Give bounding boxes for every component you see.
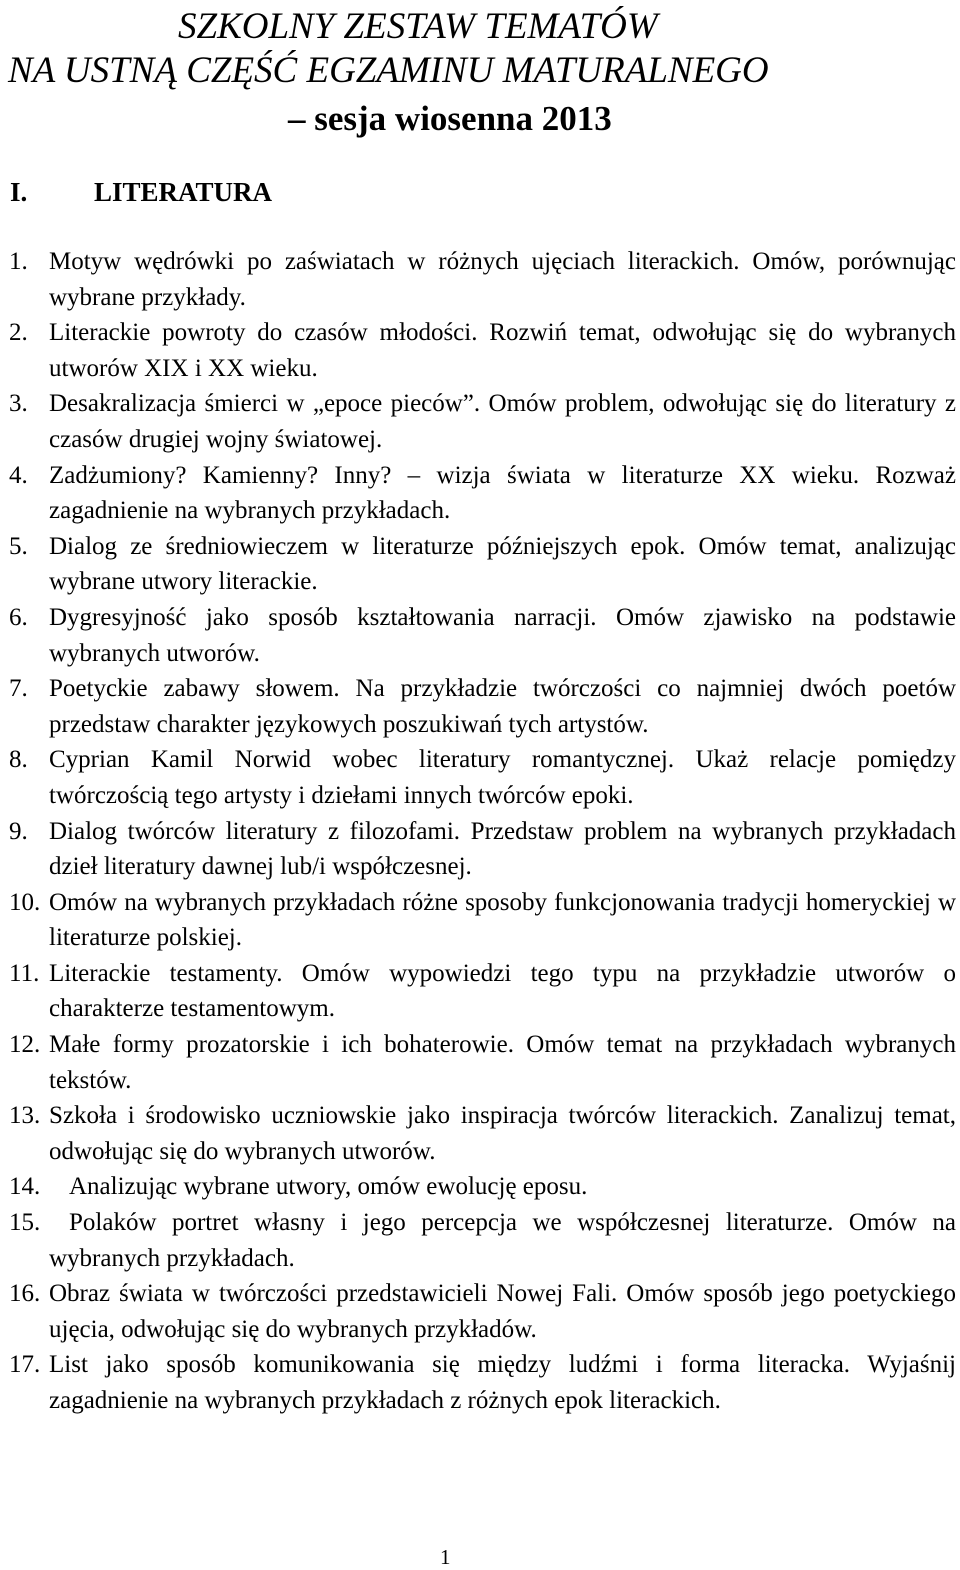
topic-text: Małe formy prozatorskie i ich bohaterowie. Omów temat na przykładach wybranych tekstów.: [49, 1031, 956, 1094]
topic-number: 15.: [9, 1209, 41, 1237]
topic-item: [0, 956, 956, 1027]
title-line-2: NA USTNĄ CZĘŚĆ EGZAMINU MATURALNEGO: [8, 50, 769, 91]
topic-number: 8.: [9, 746, 28, 774]
topic-number: 13.: [9, 1102, 41, 1130]
topic-item: [0, 1347, 956, 1418]
section-title: LITERATURA: [94, 177, 273, 207]
topic-text: List jako sposób komunikowania się między ludźmi i forma literacka. Wyjaśnij zagadnienie na wybranych przykładach z różnych epok literackich.: [49, 1351, 956, 1414]
topic-number: 9.: [9, 817, 28, 845]
topic-item: [0, 814, 956, 885]
topic-number: 3.: [9, 390, 28, 418]
topic-item: [0, 244, 956, 315]
topic-item: [0, 1027, 956, 1098]
topic-item: [0, 600, 956, 671]
topic-item: [0, 1098, 956, 1169]
topic-item: [0, 386, 956, 457]
topic-number: 14.: [9, 1173, 41, 1201]
topic-number: 10.: [9, 888, 41, 916]
title-line-1: SZKOLNY ZESTAW TEMATÓW: [178, 6, 658, 47]
topic-number: 11.: [9, 959, 40, 987]
topic-item: [0, 1169, 956, 1205]
topic-item: [0, 315, 956, 386]
topic-number: 7.: [9, 675, 28, 703]
topic-item: [0, 885, 956, 956]
topic-number: 5.: [9, 532, 28, 560]
topic-number: 1.: [9, 248, 28, 275]
topic-number: 2.: [9, 319, 28, 347]
section-number: I.: [10, 177, 28, 207]
topic-text: Zadżumiony? Kamienny? Inny? – wizja świata w literaturze XX wieku. Rozważ zagadnienie na wybranych przykładach.: [49, 461, 956, 525]
topic-item: [0, 671, 956, 742]
topic-text: Cyprian Kamil Norwid wobec literatury romantycznej. Ukaż relacje pomiędzy twórczością tego artysty i dziełami innych twórców epoki.: [49, 746, 956, 809]
topic-text: Polaków portret własny i jego percepcja we współczesnej literaturze. Omów na wybranych przykładach.: [49, 1209, 956, 1272]
topic-text: Poetyckie zabawy słowem. Na przykładzie twórczości co najmniej dwóch poetów przedstaw charakter językowych poszukiwań tych artystów.: [49, 675, 956, 738]
topic-item: [0, 1276, 956, 1347]
topic-number: 17.: [9, 1351, 41, 1379]
topic-number: 12.: [9, 1031, 41, 1059]
topic-item: [0, 529, 956, 600]
topic-text: Motyw wędrówki po zaświatach w różnych ujęciach literackich. Omów, porównując wybrane przykłady.: [49, 248, 956, 311]
topic-text: Analizując wybrane utwory, omów ewolucję eposu.: [69, 1173, 588, 1201]
topic-number: 6.: [9, 603, 28, 631]
topic-list: [0, 244, 956, 1419]
section-heading: [10, 172, 272, 212]
topic-number: 4.: [9, 461, 28, 489]
page-number: 1: [440, 1545, 451, 1569]
topic-text: Literackie powroty do czasów młodości. Rozwiń temat, odwołując się do wybranych utworów XIX i XX wieku.: [49, 319, 956, 382]
topic-text: Dygresyjność jako sposób kształtowania narracji. Omów zjawisko na podstawie wybranych utworów.: [49, 603, 956, 667]
topic-text: Desakralizacja śmierci w „epoce pieców”. Omów problem, odwołując się do literatury z czasów drugiej wojny światowej.: [49, 390, 956, 453]
topic-number: 16.: [9, 1280, 41, 1308]
topic-item: [0, 458, 956, 529]
topic-text: Szkoła i środowisko uczniowskie jako inspiracja twórców literackich. Zanalizuj temat, odwołując się do wybranych utworów.: [49, 1102, 956, 1165]
topic-text: Omów na wybranych przykładach różne sposoby funkcjonowania tradycji homeryckiej w literaturze polskiej.: [49, 888, 956, 952]
topic-item: [0, 1205, 956, 1276]
title-line-3: – sesja wiosenna 2013: [288, 99, 612, 138]
topic-text: Dialog ze średniowieczem w literaturze późniejszych epok. Omów temat, analizując wybrane utwory literackie.: [49, 532, 956, 596]
topic-text: Dialog twórców literatury z filozofami. Przedstaw problem na wybranych przykładach dzieł literatury dawnej lub/i współczesnej.: [49, 817, 956, 881]
topic-text: Literackie testamenty. Omów wypowiedzi tego typu na przykładzie utworów o charakterze testamentowym.: [49, 959, 956, 1023]
topic-text: Obraz świata w twórczości przedstawicieli Nowej Fali. Omów sposób jego poetyckiego ujęcia, odwołując się do wybranych przykładów.: [49, 1280, 956, 1343]
topic-item: [0, 742, 956, 813]
